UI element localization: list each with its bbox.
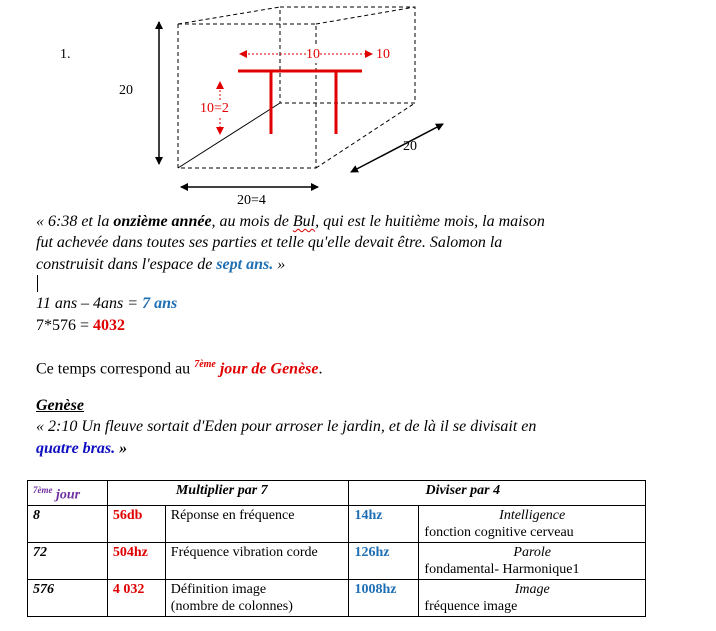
cell-day: 72 (28, 542, 108, 579)
time-text: . (318, 360, 323, 378)
header-divide: Diviser par 4 (349, 481, 646, 506)
time-text: Ce temps correspond au (36, 360, 195, 378)
cell-div: 14hz (349, 505, 419, 542)
header-day: $^{7ème}$ jour (28, 481, 108, 506)
time-line (36, 355, 323, 379)
calc-expression: 7*576 = (36, 317, 94, 334)
quote1-line1 (36, 212, 545, 232)
cell-mult-desc: Réponse en fréquence (165, 505, 349, 542)
cube-drawing (0, 0, 716, 200)
depth-label: 20 (403, 139, 417, 154)
item-number: 1. (60, 47, 71, 62)
cell-div-desc: Image fréquence image (419, 579, 646, 616)
bar-left-label: 10 (306, 47, 320, 62)
quote1-line2: fut achevée dans toutes ses parties et telle qu'elle devait être. Salomon la (36, 234, 503, 251)
quote1-line3 (36, 255, 285, 275)
cell-mult: 56db (107, 505, 165, 542)
cell-mult-desc: Définition image (nombre de colonnes) (165, 579, 349, 616)
table-row (28, 505, 646, 542)
genese-text: » (115, 440, 128, 457)
genese-line2 (36, 439, 127, 459)
text-cursor (37, 275, 38, 292)
quote1-text: , au mois de (211, 213, 293, 230)
genese-highlight: quatre bras. (36, 440, 116, 457)
table-row (28, 579, 646, 616)
calc-expression: 11 ans – 4ans = (36, 295, 143, 312)
quote1-highlight-year: onzième année (113, 213, 212, 230)
quote1-text: » (273, 256, 286, 273)
data-table (27, 480, 646, 617)
cell-mult-desc: Fréquence vibration corde (165, 542, 349, 579)
table-row (28, 542, 646, 579)
cube-front-face (178, 24, 316, 168)
cell-div-desc: Intelligence fonction cognitive cerveau (419, 505, 646, 542)
genese-line1: « 2:10 Un fleuve sortait d'Eden pour arroser le jardin, et de là il se divisait en (36, 418, 537, 435)
cube-back-face (280, 7, 415, 103)
quote1-text: construisit dans l'espace de (36, 256, 217, 273)
width-label: 20=4 (237, 193, 266, 208)
time-superscript: 7ème (194, 359, 216, 370)
quote1-text: « 6:38 et la (36, 213, 114, 230)
calc-line1 (36, 294, 177, 314)
genese-heading: Genèse (36, 397, 84, 414)
cell-mult: 4 032 (107, 579, 165, 616)
depth-arrow (351, 124, 443, 172)
bar-right-label: 10 (376, 47, 390, 62)
header-multiply: Multiplier par 7 (107, 481, 349, 506)
table-header-row (28, 481, 646, 506)
calc-line2 (36, 316, 125, 336)
calc-result-4032: 4032 (93, 317, 126, 334)
time-highlight: jour de Genèse (215, 360, 319, 378)
cube-edge-bl (178, 103, 280, 168)
leg-label: 10=2 (200, 101, 229, 116)
cube-edge-tl (178, 7, 280, 24)
cell-mult: 504hz (107, 542, 165, 579)
quote1-word-bul: Bul (292, 213, 316, 230)
cell-div: 126hz (349, 542, 419, 579)
cell-day: 8 (28, 505, 108, 542)
cell-day: 576 (28, 579, 108, 616)
calc-result-years: 7 ans (142, 295, 178, 312)
height-label: 20 (119, 83, 133, 98)
cell-div-desc: Parole fondamental- Harmonique1 (419, 542, 646, 579)
cube-edge-tr (316, 7, 415, 24)
quote1-highlight-seven-years: sept ans. (216, 256, 274, 273)
cell-div: 1008hz (349, 579, 419, 616)
cube-edge-br (316, 103, 415, 168)
quote1-text: , qui est le huitième mois, la maison (315, 213, 545, 230)
